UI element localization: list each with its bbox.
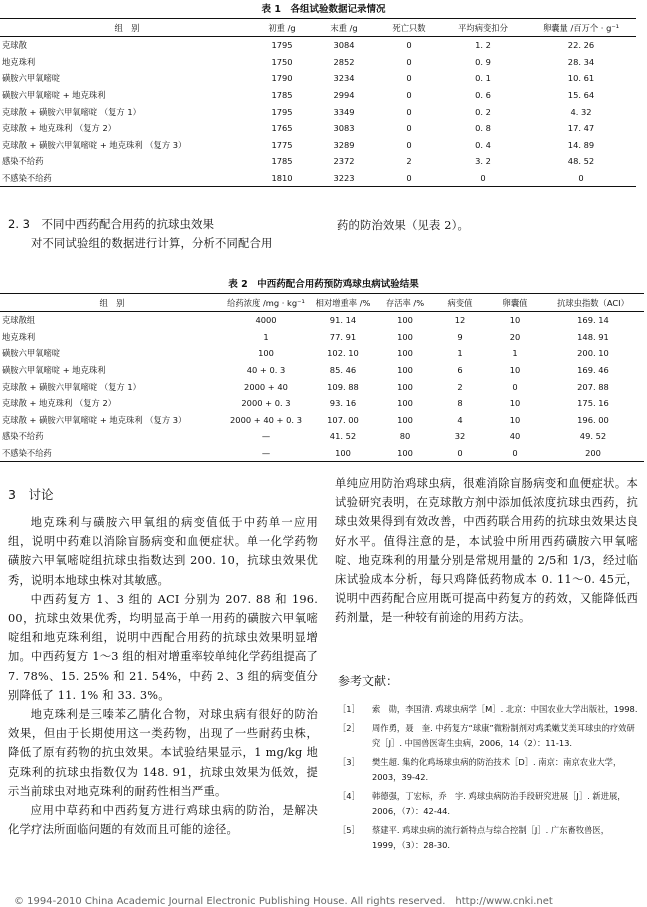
row-label: 感染不给药 xyxy=(2,431,44,442)
table-cell: 0. 4 xyxy=(475,139,491,150)
column-header: 组 别 xyxy=(0,294,224,312)
copyright-footer: © 1994-2010 China Academic Journal Electronic Publishing House. All rights reserved. http://www.cnki.net xyxy=(14,896,553,907)
references-list xyxy=(338,702,638,857)
table-row xyxy=(0,329,644,346)
table-cell: 148. 91 xyxy=(577,331,609,342)
row-label: 不感染不给药 xyxy=(0,445,224,462)
table-cell: 3084 xyxy=(333,40,355,51)
row-label: 克球散 + 磺胺六甲氧嘧啶 （复方 1） xyxy=(2,106,141,117)
table-row xyxy=(0,312,644,329)
row-label: 地克珠利 xyxy=(2,56,36,67)
table-cell: 77. 91 xyxy=(329,331,357,342)
table-row xyxy=(0,153,636,170)
reference-number: ［1］ xyxy=(338,704,360,714)
table-cell: 0. 9 xyxy=(475,56,491,67)
table-cell: 2000 + 0. 3 xyxy=(241,398,291,409)
table-cell: 1765 xyxy=(271,123,293,134)
column-header: 卵囊值 xyxy=(488,294,542,312)
table-cell: 28. 34 xyxy=(567,56,595,67)
references-heading: 参考文献： xyxy=(338,674,399,688)
table-cell: 20 xyxy=(509,331,521,342)
table-cell: 40 xyxy=(509,431,521,442)
discussion-heading: 3 讨论 xyxy=(8,487,54,502)
row-label: 克球散 + 地克珠利 （复方 2） xyxy=(2,398,117,409)
row-label: 磺胺六甲氧嘧啶 + 地克珠利 xyxy=(2,365,106,376)
table-cell: 14. 89 xyxy=(567,139,595,150)
reference-number: ［2］ xyxy=(338,723,360,733)
table-cell: 0 xyxy=(406,73,412,84)
table-cell: 10 xyxy=(509,398,521,409)
table-cell: 0 xyxy=(406,139,412,150)
reference-text: 蔡建平. 鸡球虫病的流行新特点与综合控制［J］. 广东畜牧兽医，1999，（3）：28-30. xyxy=(372,825,610,850)
table-cell: 0 xyxy=(406,40,412,51)
table-row xyxy=(0,428,644,445)
table-row xyxy=(0,345,644,362)
column-header: 平均病变扣分 xyxy=(440,19,526,37)
table-cell: 3. 2 xyxy=(475,156,491,167)
table-cell: 1785 xyxy=(271,90,293,101)
table-row xyxy=(0,378,644,395)
table-cell: 1790 xyxy=(271,73,293,84)
table-cell: 100 xyxy=(397,365,413,376)
table-cell: 22. 26 xyxy=(567,40,595,51)
table-cell: 4. 32 xyxy=(570,106,592,117)
table2 xyxy=(0,293,644,462)
row-label: 克球散组 xyxy=(2,315,36,326)
column-header: 给药浓度 /mg · kg⁻¹ xyxy=(224,294,308,312)
table-cell: 0 xyxy=(406,56,412,67)
column-header: 相对增重率 /% xyxy=(308,294,378,312)
discussion-right-column xyxy=(335,474,638,628)
table-cell: 1775 xyxy=(271,139,293,150)
discussion-paragraph: 中西药复方 1、3 组的 ACI 分别为 207. 88 和 196. 00，抗球虫效果优秀，均明显高于单一用药的磺胺六甲氧嘧啶组和地克珠利组，说明中西配合用药的抗球虫效果明显增加。中西药复方 1～3 组的相对增重率较单纯化学药组提高了 7. 78%、15. 25% 和 21. 54%，中药 2、3 组的病变值分别降低了 11. 1% 和 33. 3%。 xyxy=(8,592,318,702)
table-cell: 107. 00 xyxy=(327,414,359,425)
reference-item xyxy=(338,789,638,819)
table-row xyxy=(0,37,636,54)
table2-caption: 表 2 中西药配合用药预防鸡球虫病试验结果 xyxy=(228,279,419,290)
table-row xyxy=(0,87,636,104)
reference-number: ［4］ xyxy=(338,791,360,801)
table-row xyxy=(0,137,636,154)
table-row xyxy=(0,395,644,412)
table-cell: 2372 xyxy=(333,156,355,167)
table-cell: 100 xyxy=(397,414,413,425)
table-row xyxy=(0,362,644,379)
table-cell: 100 xyxy=(397,381,413,392)
row-label: 不感染不给药 xyxy=(0,170,254,187)
row-label: 克球散 + 磺胺六甲氧嘧啶 + 地克珠利 （复方 3） xyxy=(2,414,187,425)
row-label: 磺胺六甲氧嘧啶 xyxy=(2,73,61,84)
table-cell: 48. 52 xyxy=(567,156,595,167)
table-cell: 1750 xyxy=(271,56,293,67)
table-cell: 91. 14 xyxy=(329,315,357,326)
table-cell: 2852 xyxy=(333,56,355,67)
table-cell: 3083 xyxy=(333,123,355,134)
reference-number: ［3］ xyxy=(338,757,360,767)
reference-item xyxy=(338,755,638,785)
table-cell: 100 xyxy=(258,348,274,359)
table-cell: 41. 52 xyxy=(329,431,357,442)
reference-item xyxy=(338,823,638,853)
table-row xyxy=(0,170,636,187)
table-cell: 0. 1 xyxy=(475,73,491,84)
section-heading: 2. 3 不同中西药配合用药的抗球虫效果 xyxy=(8,217,214,231)
table-cell: 8 xyxy=(457,398,463,409)
column-header: 组 别 xyxy=(0,19,254,37)
table-cell: 80 xyxy=(399,431,411,442)
table-row xyxy=(0,54,636,71)
row-label: 克球散 xyxy=(2,40,27,51)
row-label: 克球散 + 磺胺六甲氧嘧啶 + 地克珠利 （复方 3） xyxy=(2,139,187,150)
reference-text: 樊生超. 集约化鸡场球虫病的防治技术［D］. 南京：南京农业大学，2003，39-42. xyxy=(372,757,622,782)
table-cell: 40 + 0. 3 xyxy=(246,365,286,376)
discussion-paragraph: 应用中草药和中西药复方进行鸡球虫病的防治，是解决化学疗法所面临问题的有效而且可能的途径。 xyxy=(8,804,318,837)
table-cell: 1 xyxy=(263,331,269,342)
column-header: 末重 /g xyxy=(310,19,378,37)
table-cell: 12 xyxy=(454,315,466,326)
discussion-paragraph: 地克珠利与磺胺六甲氧组的病变值低于中药单一应用组，说明中药难以消除盲肠病变和血便症状。单一化学药物磺胺六甲氧嘧啶组抗球虫指数达到 200. 10，抗球虫效果优秀，说明本地球虫株对其敏感。 xyxy=(8,516,318,587)
table-cell: 2 xyxy=(457,381,463,392)
table-cell: 15. 64 xyxy=(567,90,595,101)
row-label: 克球散 + 地克珠利 （复方 2） xyxy=(2,123,117,134)
column-header: 存活率 /% xyxy=(378,294,432,312)
table-cell: 100 xyxy=(397,331,413,342)
reference-item xyxy=(338,721,638,751)
table-cell: 2 xyxy=(406,156,412,167)
reference-text: 韩德强，丁宏标，乔 宇. 鸡球虫病防治手段研究进展［J］. 新进展，2006，（7）：42-44. xyxy=(372,791,626,816)
table-cell: 32 xyxy=(454,431,466,442)
table-cell: 1 xyxy=(512,348,518,359)
table-cell: 3223 xyxy=(310,170,378,187)
table-cell: 2994 xyxy=(333,90,355,101)
table-cell: — xyxy=(261,431,271,442)
table-cell: 1785 xyxy=(271,156,293,167)
column-header: 卵囊量 /百万个 · g⁻¹ xyxy=(526,19,636,37)
table-cell: 169. 14 xyxy=(577,315,609,326)
table-cell: 2000 + 40 + 0. 3 xyxy=(230,414,302,425)
table-cell: 100 xyxy=(397,348,413,359)
section-text-right: 药的防治效果（见表 2）。 xyxy=(337,219,469,232)
table-cell: 196. 00 xyxy=(577,414,609,425)
table-cell: 6 xyxy=(457,365,463,376)
table-cell: 109. 88 xyxy=(327,381,359,392)
table1-caption: 表 1 各组试验数据记录情况 xyxy=(261,4,386,15)
column-header: 病变值 xyxy=(432,294,488,312)
table-cell: 0 xyxy=(440,170,526,187)
table-cell: 4000 xyxy=(255,315,277,326)
table-cell: 93. 16 xyxy=(329,398,357,409)
row-label: 地克珠利 xyxy=(2,331,36,342)
table-cell: 1810 xyxy=(254,170,310,187)
table-row xyxy=(0,412,644,429)
discussion-paragraph: 地克珠利是三嗪苯乙腈化合物，对球虫病有很好的防治效果，但由于长期使用这一类药物，出现了一些耐药虫株，降低了原有药物的抗虫效果。本试验结果显示，1 mg/kg 地克珠利的抗球虫指数仅为 148. 91，抗球虫效果为低效，提示当前球虫对地克珠利的耐药性相当严重。 xyxy=(8,708,318,798)
column-header: 死亡只数 xyxy=(378,19,440,37)
table-cell: 1 xyxy=(457,348,463,359)
row-label: 磺胺六甲氧嘧啶 + 地克珠利 xyxy=(2,90,106,101)
table-cell: 0 xyxy=(512,381,518,392)
table-cell: 100 xyxy=(397,398,413,409)
table-row xyxy=(0,103,636,120)
discussion-paragraph: 单纯应用防治鸡球虫病，很难消除盲肠病变和血便症状。本试验研究表明，在克球散方剂中添加低浓度抗球虫西药，抗球虫效果得到有效改善，中西药联合用药的抗球虫效果达良好水平。值得注意的是，本试验中所用西药磺胺六甲氧嘧啶、地克珠利的用量分别是常规用量的 2/5和 1/3，经过临床试验成本分析，每只鸡降低药物成本 0. 11～0. 45元，说明中西药配合应用既可提高中药复方的药效，又能降低西药剂量，是一种较有前途的用药方法。 xyxy=(335,477,638,625)
table-cell: 1. 2 xyxy=(475,40,491,51)
table-cell: 102. 10 xyxy=(327,348,359,359)
table-cell: 0 xyxy=(526,170,636,187)
table-cell: 3234 xyxy=(333,73,355,84)
table-cell: 0 xyxy=(406,123,412,134)
table-row xyxy=(0,70,636,87)
table-cell: 49. 52 xyxy=(579,431,607,442)
table-cell: 0 xyxy=(406,90,412,101)
table-cell: 1795 xyxy=(271,40,293,51)
table-cell: 10 xyxy=(509,365,521,376)
table-cell: 2000 + 40 xyxy=(244,381,288,392)
table-row xyxy=(0,120,636,137)
table-cell: 0 xyxy=(378,170,440,187)
table-cell: 4 xyxy=(457,414,463,425)
table-cell: 207. 88 xyxy=(577,381,609,392)
table-cell: 10 xyxy=(509,414,521,425)
column-header: 初重 /g xyxy=(254,19,310,37)
table-cell: 175. 16 xyxy=(577,398,609,409)
table-cell: 0 xyxy=(406,106,412,117)
table-cell: 200. 10 xyxy=(577,348,609,359)
table1 xyxy=(0,18,636,187)
table-cell: 10 xyxy=(509,315,521,326)
reference-number: ［5］ xyxy=(338,825,360,835)
table-cell: 3289 xyxy=(333,139,355,150)
table-cell: 100 xyxy=(397,315,413,326)
table-cell: 1795 xyxy=(271,106,293,117)
table-cell: 0. 2 xyxy=(475,106,491,117)
table-cell: 169. 46 xyxy=(577,365,609,376)
table-cell: 0 xyxy=(488,445,542,462)
table-cell: 0 xyxy=(432,445,488,462)
row-label: 克球散 + 磺胺六甲氧嘧啶 （复方 1） xyxy=(2,381,141,392)
reference-text: 周作勇，聂 奎. 中药复方“球康”微粉制剂对鸡柔嫩艾美耳球虫的疗效研究［J］. 中国兽医寄生虫病，2006，14（2）：11-13. xyxy=(372,723,635,748)
table-cell: 9 xyxy=(457,331,463,342)
reference-text: 索 勋，李国清. 鸡球虫病学［M］. 北京：中国农业大学出版社，1998. xyxy=(372,704,638,714)
table-row xyxy=(0,445,644,462)
table-cell: 100 xyxy=(308,445,378,462)
discussion-left-column xyxy=(8,513,318,839)
row-label: 磺胺六甲氧嘧啶 xyxy=(2,348,61,359)
row-label: 感染不给药 xyxy=(2,156,44,167)
section-text-left: 对不同试验组的数据进行计算，分析不同配合用 xyxy=(31,237,273,250)
table-cell: 85. 46 xyxy=(329,365,357,376)
table-cell: 0. 8 xyxy=(475,123,491,134)
table-cell: — xyxy=(224,445,308,462)
table-cell: 17. 47 xyxy=(567,123,595,134)
reference-item xyxy=(338,702,638,717)
table-cell: 10. 61 xyxy=(567,73,595,84)
table-cell: 200 xyxy=(542,445,644,462)
column-header: 抗球虫指数（ACI） xyxy=(542,294,644,312)
table-cell: 0. 6 xyxy=(475,90,491,101)
table-cell: 100 xyxy=(378,445,432,462)
table-cell: 3349 xyxy=(333,106,355,117)
